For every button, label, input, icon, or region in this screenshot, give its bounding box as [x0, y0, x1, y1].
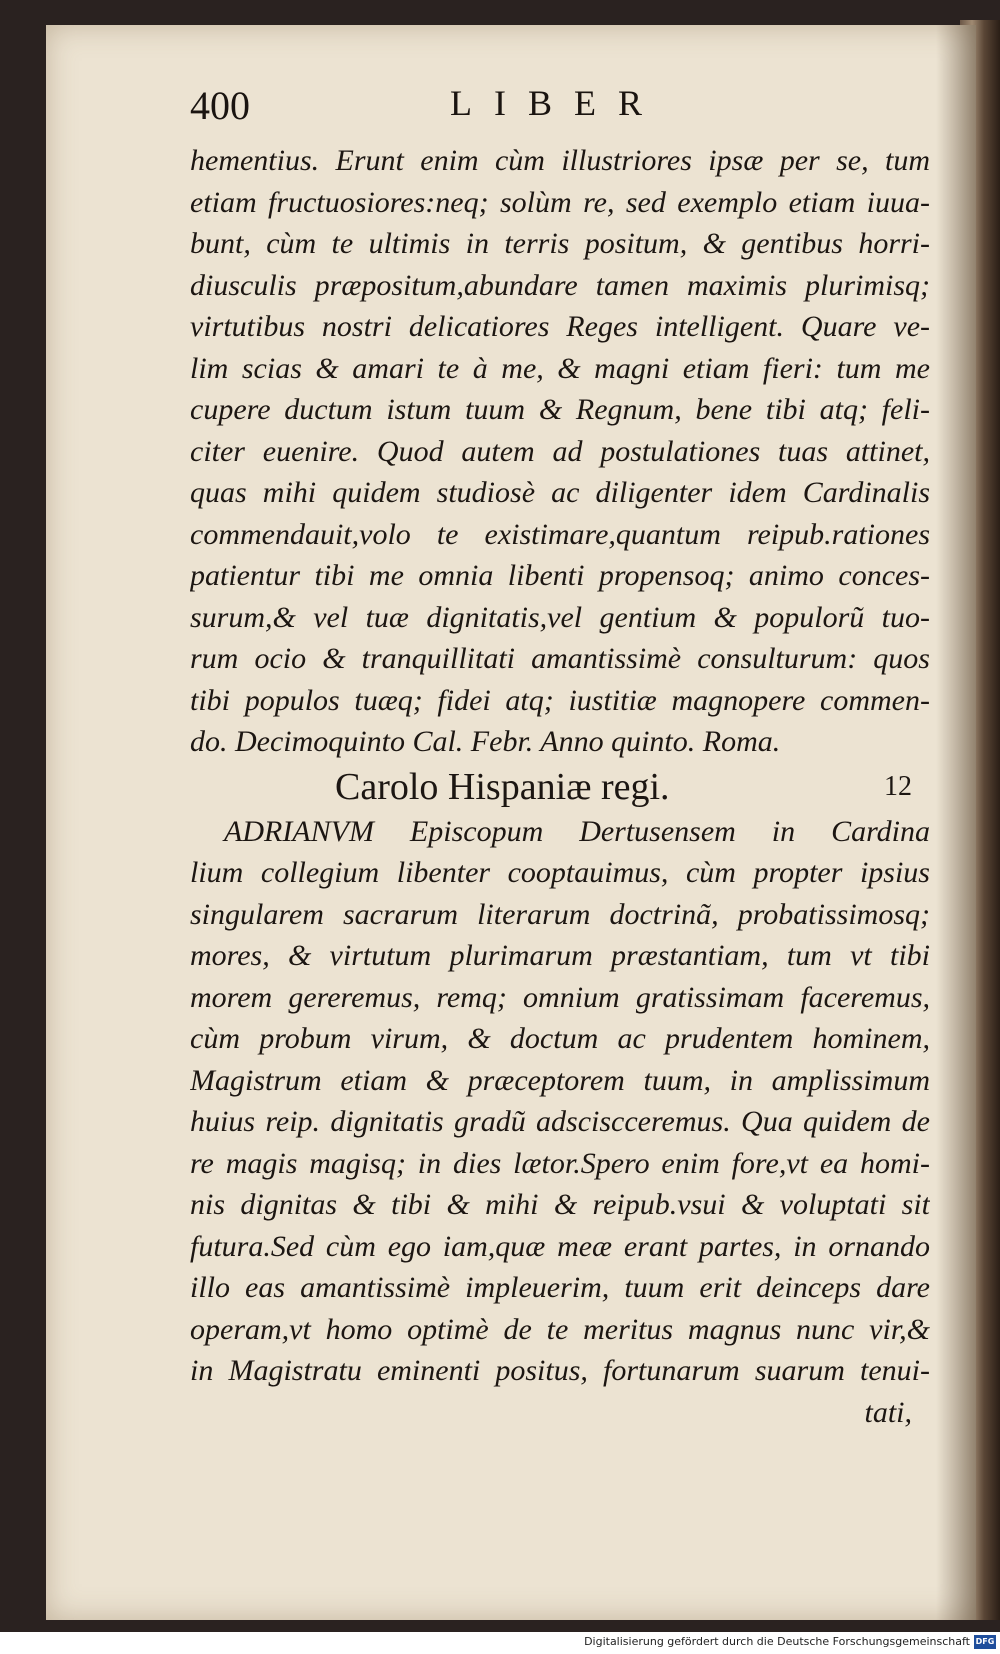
text-line: citer euenire. Quod autem ad postulationes tuas attinet, [190, 434, 930, 468]
text-line: etiam fructuosiores:neq; solùm re, sed exemplo etiam iuua- [190, 185, 930, 219]
text-line: cupere ductum istum tuum & Regnum, bene tibi atq; feli- [190, 393, 930, 426]
text-line: operam,vt homo optimè de te meritus magnus nunc vir,& [190, 1312, 930, 1346]
text-line: do. Decimoquinto Cal. Febr. Anno quinto. Roma. [190, 725, 781, 758]
text-line: mores, & virtutum plurimarum præstantiam, tum vt tibi [190, 939, 930, 972]
text-line: Magistrum etiam & præceptorem tuum, in amplissimum [190, 1063, 930, 1097]
text-line: illo eas amantissimè impleuerim, tuum erit deinceps dare [190, 1271, 930, 1304]
letter-heading-title: Carolo Hispaniæ regi. [335, 765, 670, 808]
text-line: nis dignitas & tibi & mihi & reipub.vsui & voluptati sit [190, 1188, 930, 1221]
text-line: hementius. Erunt enim cùm illustriores ipsæ per se, tum [190, 144, 930, 177]
funding-credit: Digitalisierung gefördert durch die Deutsche Forschungsgemeinschaft [584, 1635, 970, 1648]
text-line: tibi populos tuæq; fidei atq; iustitiæ magnopere commen- [190, 683, 930, 717]
text-line: singularem sacrarum literarum doctrinã, probatissimosq; [190, 897, 930, 931]
text-line: rum ocio & tranquillitati amantissimè consulturum: quos [190, 642, 930, 675]
text-line: huius reip. dignitatis gradũ adsciscceremus. Qua quidem de [190, 1105, 930, 1138]
running-head: LIBER [450, 83, 664, 123]
text-line: lium collegium libenter cooptauimus, cùm propter ipsius [190, 856, 930, 889]
text-line: morem gereremus, remq; omnium gratissimam faceremus, [190, 980, 930, 1014]
text-block [190, 140, 930, 1433]
page-header [190, 82, 750, 132]
text-line: in Magistratu eminenti positus, fortunarum suarum tenui- [190, 1354, 930, 1387]
text-line: quas mihi quidem studiosè ac diligenter idem Cardinalis [190, 476, 930, 509]
footer-bar [0, 1632, 1000, 1654]
text-line: lim scias & amari te à me, & magni etiam fieri: tum me [190, 351, 930, 385]
text-line: patientur tibi me omnia libenti propensoq; animo conces- [190, 559, 930, 592]
text-line: futura.Sed cùm ego iam,quæ meæ erant partes, in ornando [190, 1229, 930, 1263]
text-line: cùm probum virum, & doctum ac prudentem hominem, [190, 1022, 930, 1055]
text-line: bunt, cùm te ultimis in terris positum, & gentibus horri- [190, 227, 930, 260]
catchword: tati, [864, 1395, 912, 1429]
text-line: commendauit,volo te existimare,quantum reipub.rationes [190, 517, 930, 551]
letter-number: 12 [884, 770, 912, 802]
text-line: virtutibus nostri delicatiores Reges intelligent. Quare ve- [190, 310, 930, 343]
page-number: 400 [190, 83, 250, 128]
text-line: ADRIANVM Episcopum Dertusensem in Cardina [224, 814, 930, 848]
letter-heading [190, 763, 930, 811]
text-line: re magis magisq; in dies lætor.Spero enim fore,vt ea homi- [190, 1146, 930, 1180]
text-line: diusculis præpositum,abundare tamen maximis plurimisq; [190, 268, 930, 302]
text-line: surum,& vel tuæ dignitatis,vel gentium & populorũ tuo- [190, 600, 930, 634]
dfg-logo: DFG [974, 1635, 996, 1649]
